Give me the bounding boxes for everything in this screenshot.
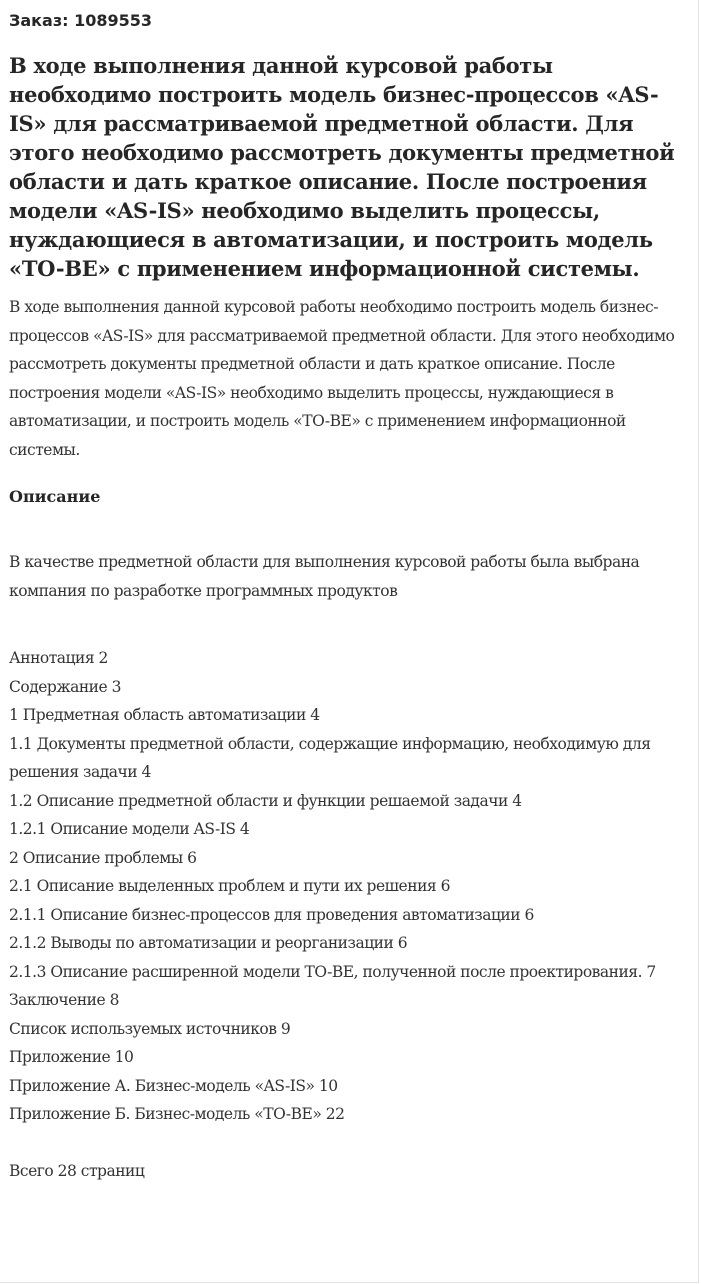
order-number: Заказ: 1089553 (9, 11, 153, 30)
toc-item: 2.1.2 Выводы по автоматизации и реорганизации 6 (9, 934, 408, 952)
work-title: В ходе выполнения данной курсовой работы необходимо построить модель бизнес-процессов «AS-IS» для рассматриваемой предметной области. Для этого необходимо рассмотреть документы предметной области и дать краткое описание. После построения модели «AS-IS» необходимо выделить процессы, нуждающиеся в автоматизации, и построить модель «TO-BE» с применением информационной системы. (9, 53, 675, 281)
toc-item: Приложение Б. Бизнес-модель «TO-BE» 22 (9, 1105, 345, 1123)
total-pages: Всего 28 страниц (9, 1161, 145, 1180)
description-text: В качестве предметной области для выполнения курсовой работы была выбрана компания по разработке программных продуктов (9, 553, 640, 600)
toc-item: Аннотация 2 (9, 649, 108, 667)
table-of-contents (9, 644, 684, 1129)
toc-item: Приложение А. Бизнес-модель «AS-IS» 10 (9, 1076, 338, 1095)
toc-item: 2.1 Описание выделенных проблем и пути их решения 6 (9, 877, 450, 895)
toc-item: 2.1.3 Описание расширенной модели TO-BE, полученной после проектирования. 7 (9, 962, 656, 981)
description-heading: Описание (9, 487, 101, 506)
toc-item: Содержание 3 (9, 677, 121, 696)
toc-item: 1 Предметная область автоматизации 4 (9, 706, 320, 724)
toc-item: 1.2 Описание предметной области и функции решаемой задачи 4 (9, 791, 522, 810)
toc-item: 1.1 Документы предметной области, содержащие информацию, необходимую для решения задачи 4 (9, 734, 651, 781)
intro-paragraph: В ходе выполнения данной курсовой работы необходимо построить модель бизнес-процессов «AS-IS» для рассматриваемой предметной области. Для этого необходимо рассмотреть документы предметной области и дать краткое описание. После построения модели «AS-IS» необходимо выделить процессы, нуждающиеся в автоматизации, и построить модель «TO-BE» с применением информационной системы. (9, 298, 675, 459)
toc-item: 2 Описание проблемы 6 (9, 848, 197, 867)
toc-item: 1.2.1 Описание модели AS-IS 4 (9, 820, 250, 838)
toc-item: Список используемых источников 9 (9, 1019, 291, 1038)
toc-item: Заключение 8 (9, 991, 119, 1009)
toc-item: 2.1.1 Описание бизнес-процессов для проведения автоматизации 6 (9, 905, 534, 924)
toc-item: Приложение 10 (9, 1048, 134, 1066)
